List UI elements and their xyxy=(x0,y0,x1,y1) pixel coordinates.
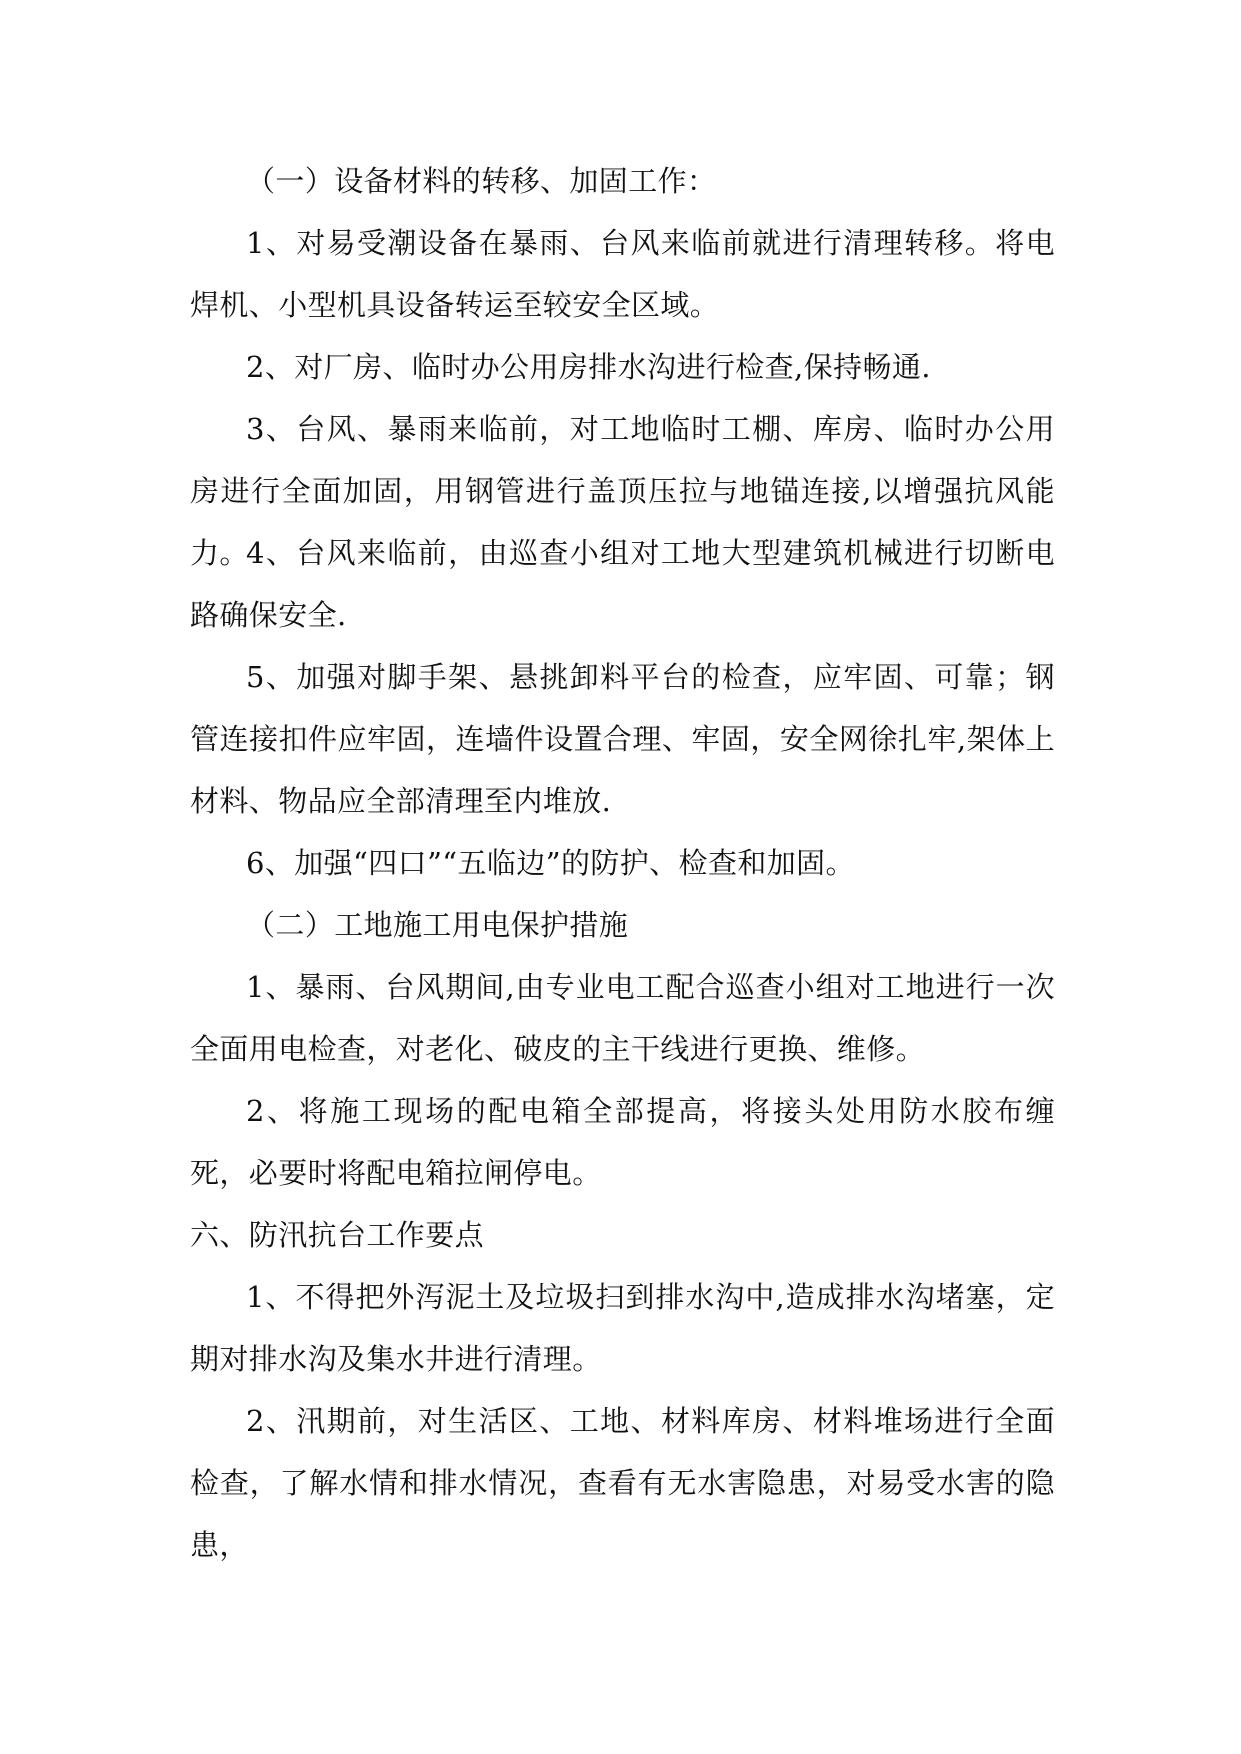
paragraph-item: 1、不得把外泻泥土及垃圾扫到排水沟中,造成排水沟堵塞，定期对排水沟及集水井进行清理。 xyxy=(190,1280,1055,1376)
paragraph-item: 2、对厂房、临时办公用房排水沟进行检查,保持畅通. xyxy=(246,350,931,384)
paragraph-item: 2、汛期前，对生活区、工地、材料库房、材料堆场进行全面检查，了解水情和排水情况，查看有无水害隐患，对易受水害的隐患， xyxy=(190,1404,1055,1562)
paragraph-item: 1、对易受潮设备在暴雨、台风来临前就进行清理转移。将电焊机、小型机具设备转运至较安全区域。 xyxy=(190,226,1055,322)
paragraph-item: 5、加强对脚手架、悬挑卸料平台的检查，应牢固、可靠；钢管连接扣件应牢固，连墙件设置合理、牢固，安全网徐扎牢,架体上材料、物品应全部清理至内堆放. xyxy=(190,660,1055,818)
section-heading-equipment: （一）设备材料的转移、加固工作： xyxy=(246,164,717,198)
paragraph-item: 3、台风、暴雨来临前，对工地临时工棚、库房、临时办公用房进行全面加固，用钢管进行盖顶压拉与地锚连接,以增强抗风能力。 xyxy=(190,412,1055,570)
paragraph-item: 6、加强“四口”“五临边”的防护、检查和加固。 xyxy=(246,846,855,880)
section-heading-electrical: （二）工地施工用电保护措施 xyxy=(246,908,629,942)
paragraph-item: 4、台风来临前，由巡查小组对工地大型建筑机械进行切断电路确保安全. xyxy=(190,536,1055,632)
paragraph-item: 1、暴雨、台风期间,由专业电工配合巡查小组对工地进行一次全面用电检查，对老化、破皮的主干线进行更换、维修。 xyxy=(190,970,1055,1066)
paragraph-item: 2、将施工现场的配电箱全部提高，将接头处用防水胶布缠死，必要时将配电箱拉闸停电。 xyxy=(190,1094,1055,1190)
chapter-heading-flood-control: 六、防汛抗台工作要点 xyxy=(190,1218,485,1252)
